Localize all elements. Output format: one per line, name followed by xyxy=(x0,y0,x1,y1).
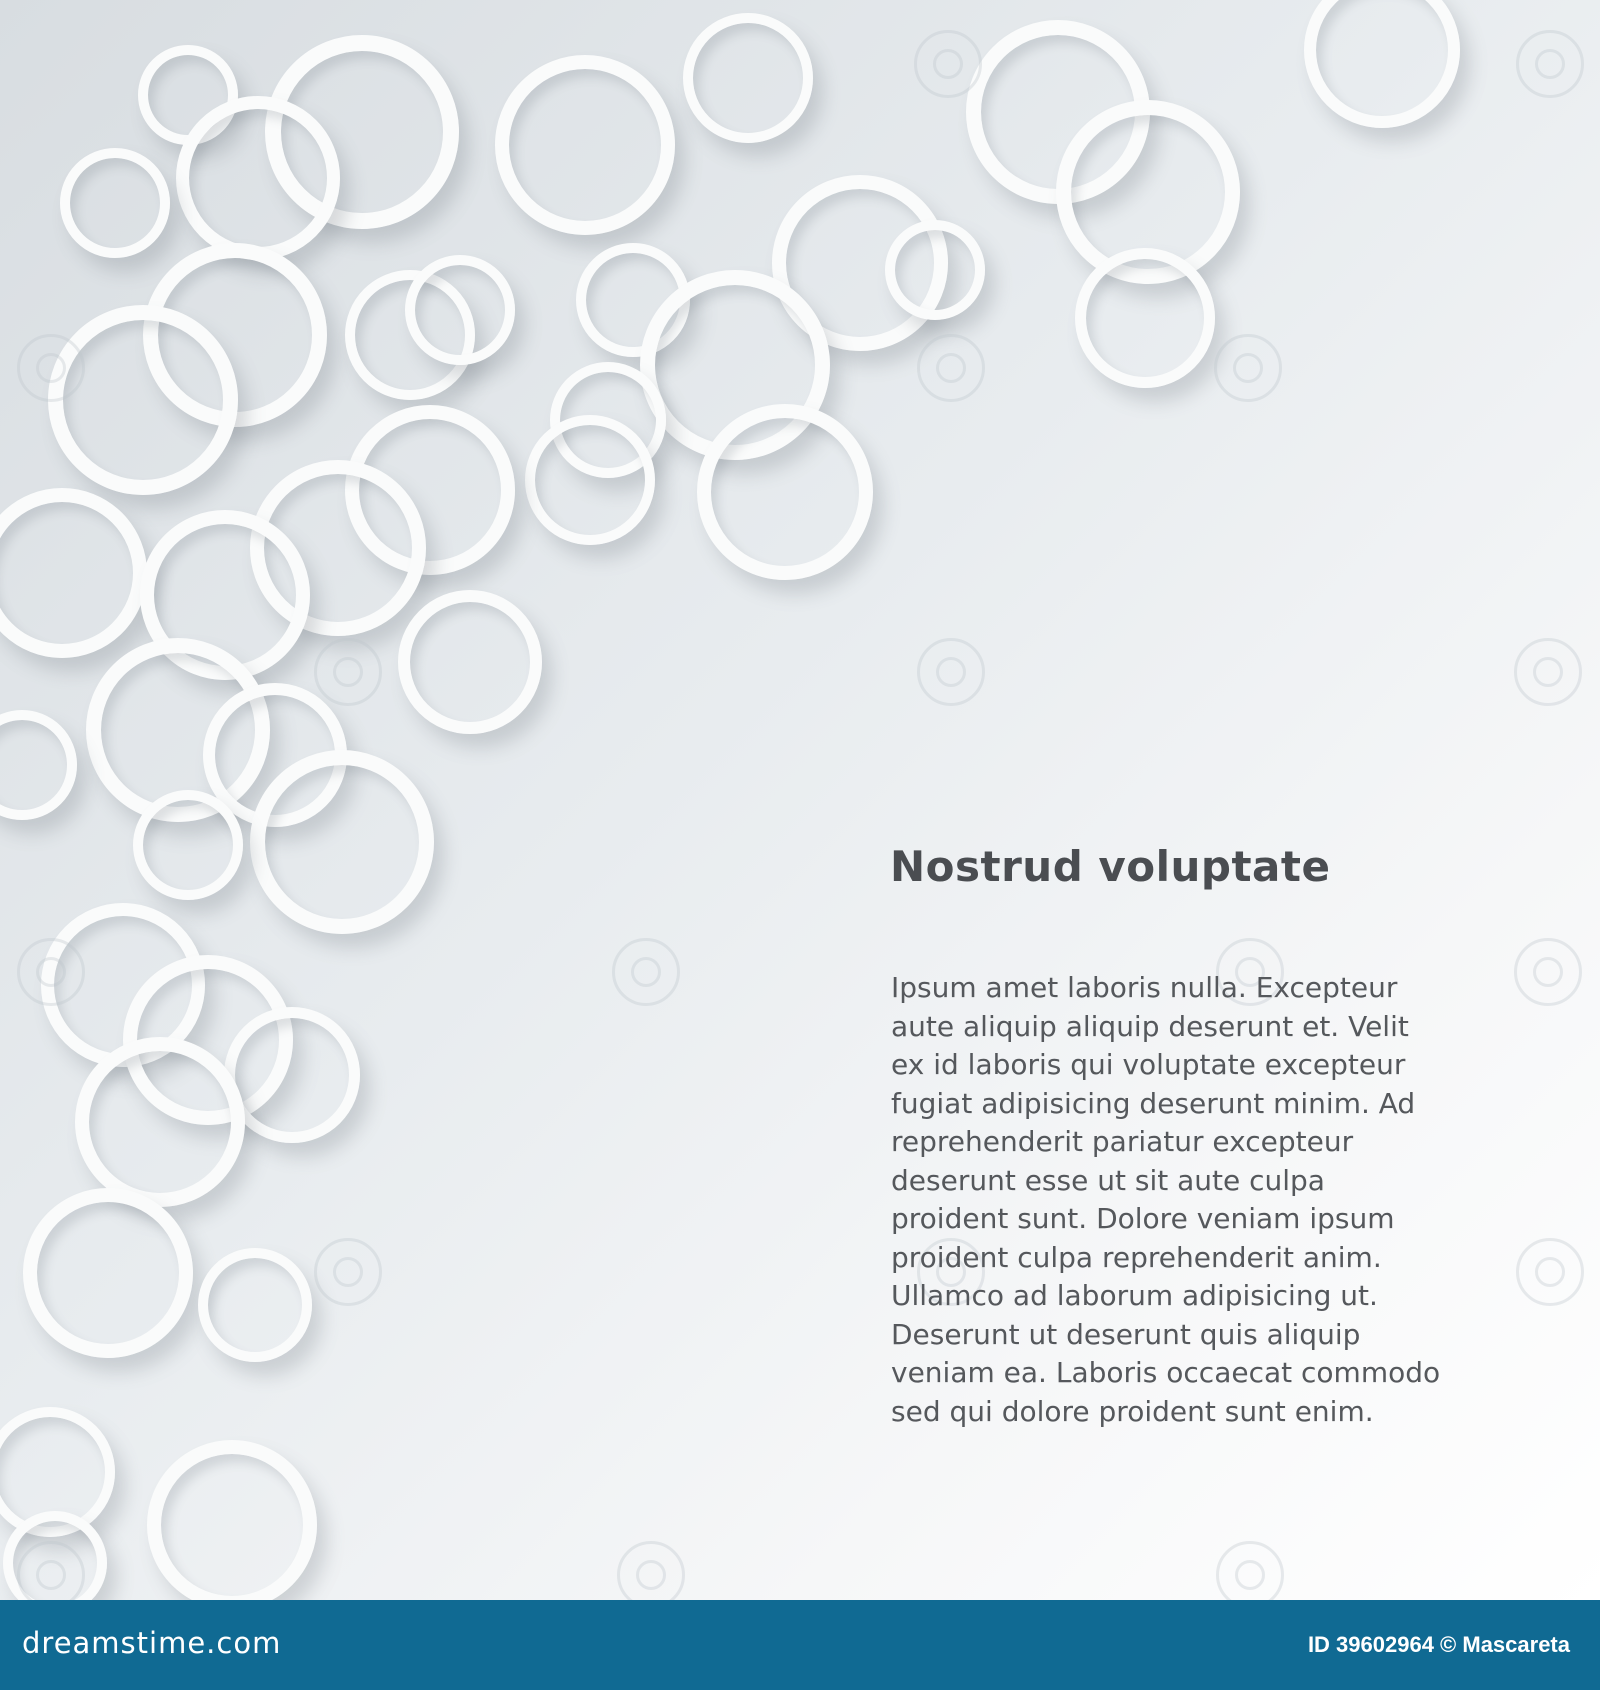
decorative-ring xyxy=(1304,0,1460,128)
decorative-ring xyxy=(683,13,813,143)
footer-bar xyxy=(0,1600,1600,1690)
decorative-ring xyxy=(885,220,985,320)
decorative-ring xyxy=(398,590,542,734)
decorative-ring xyxy=(133,790,243,900)
decorative-ring xyxy=(405,255,515,365)
decorative-ring xyxy=(60,148,170,258)
decorative-ring xyxy=(75,1037,245,1207)
decorative-ring xyxy=(176,96,340,260)
decorative-ring xyxy=(147,1440,317,1600)
decorative-ring xyxy=(0,488,147,658)
body-paragraph: Ipsum amet laboris nulla. Excepteur aute aliquip aliquip deserunt et. Velit ex id laboris qui voluptate excepteur fugiat adipisicing deserunt minim. Ad reprehenderit pariatur excepteur deserunt esse ut sit aute culpa proident sunt. Dolore veniam ipsum proident culpa reprehenderit anim. Ullamco ad laborum adipisicing ut. Deserunt ut deserunt quis aliquip veniam ea. Laboris occaecat commodo sed qui dolore proident sunt enim. xyxy=(891,971,1441,1428)
footer-brand: dreamstime.com xyxy=(22,1626,282,1660)
decorative-ring xyxy=(0,710,77,820)
decorative-ring xyxy=(250,750,434,934)
headline: Nostrud voluptate xyxy=(890,842,1331,891)
decorative-ring xyxy=(525,415,655,545)
decorative-ring xyxy=(697,404,873,580)
decorative-ring xyxy=(3,1511,107,1600)
decorative-ring xyxy=(48,305,238,495)
decorative-ring xyxy=(1075,248,1215,388)
decorative-ring xyxy=(198,1248,312,1362)
decorative-ring xyxy=(495,55,675,235)
decorative-ring xyxy=(23,1188,193,1358)
footer-credit: ID 39602964 © Mascareta xyxy=(1307,1632,1570,1657)
